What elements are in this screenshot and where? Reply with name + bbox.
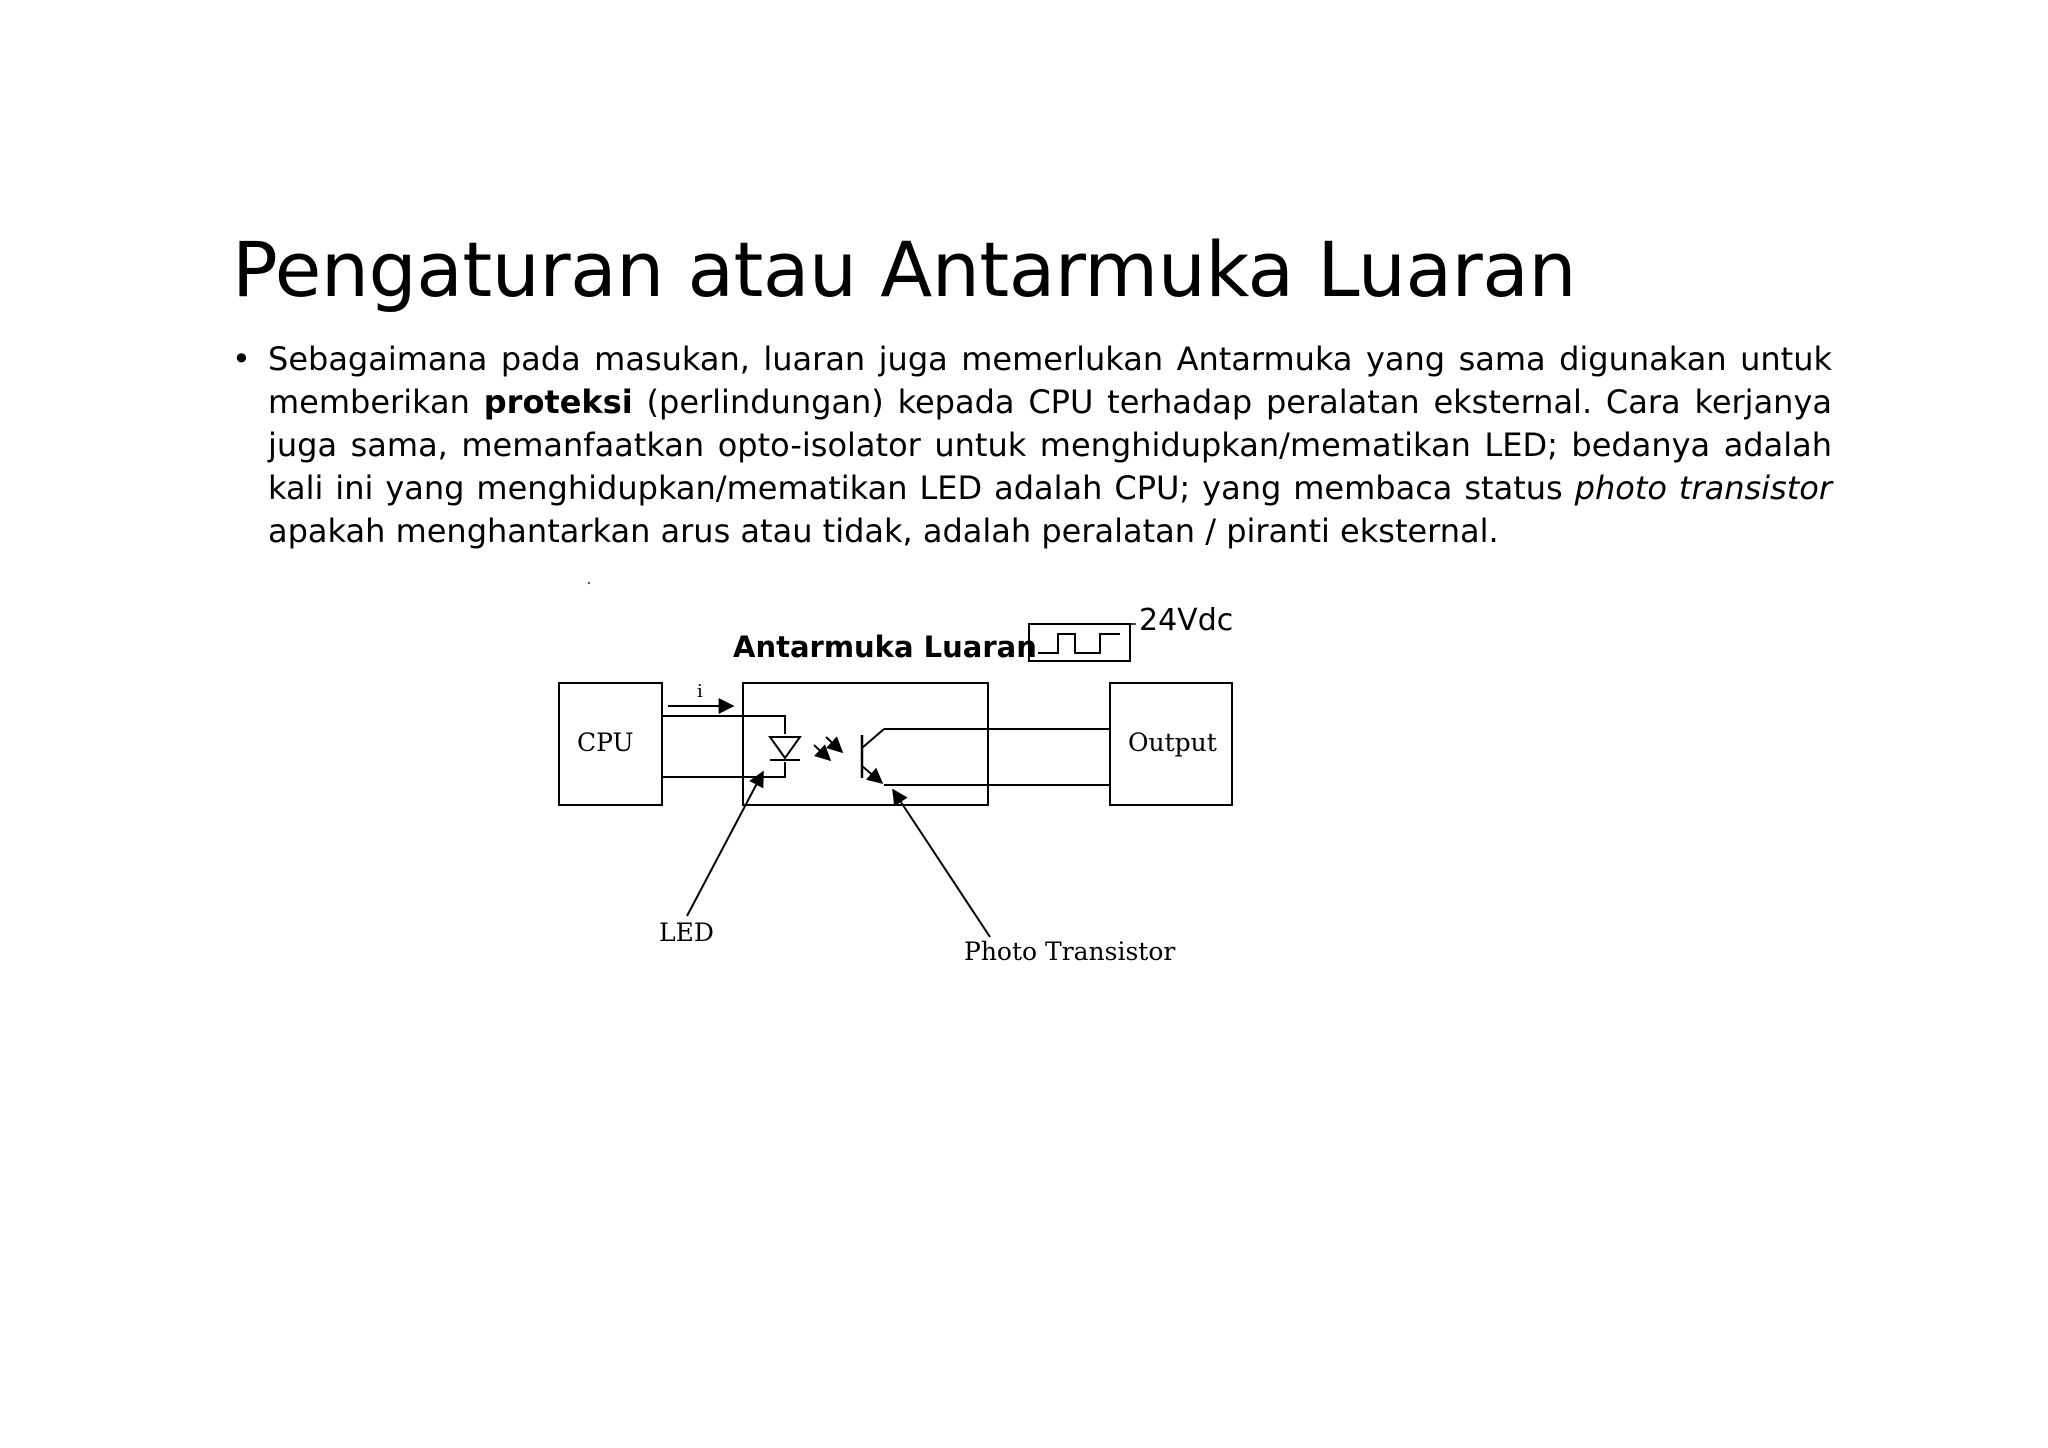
led-pointer-arrow (687, 772, 763, 916)
current-label: i (697, 681, 703, 702)
pulse-waveform-icon (1029, 624, 1130, 661)
bullet-text-part1: Sebagaimana pada masukan, luaran juga memerlukan Antarmuka yang sama digunakan untuk memberikan (268, 340, 1832, 421)
bullet-text-italic: photo transistor (1574, 469, 1833, 507)
led-wiring (662, 716, 785, 777)
cpu-label: CPU (577, 728, 634, 757)
bullet-text-part2: (perlindungan) kepada CPU terhadap peralatan eksternal. Cara kerjanya juga sama, memanfaatkan opto-isolator untuk menghidupkan/mematikan LED; bedanya adalah kali ini yang menghidupkan/mematikan LED adalah CPU; yang membaca status (268, 383, 1833, 507)
led-label: LED (659, 918, 714, 947)
bullet-text-part3: apakah menghantarkan arus atau tidak, adalah peralatan / piranti eksternal. (268, 512, 1499, 550)
output-block (1110, 683, 1232, 805)
interface-label: Antarmuka Luaran (733, 630, 1037, 664)
output-wiring (884, 729, 1110, 785)
led-symbol (770, 737, 800, 760)
phototransistor-pointer-arrow (893, 790, 990, 937)
cpu-block (559, 683, 662, 805)
slide-title: Pengaturan atau Antarmuka Luaran (232, 225, 1577, 314)
bullet-text-bold: proteksi (483, 383, 633, 421)
phototransistor-symbol (862, 729, 884, 783)
light-arrows (814, 737, 842, 760)
bullet-dot: • (232, 340, 251, 378)
phototransistor-label: Photo Transistor (964, 937, 1176, 966)
stray-dot (588, 582, 590, 584)
output-label: Output (1128, 728, 1217, 757)
supply-label: 24Vdc (1139, 603, 1234, 638)
